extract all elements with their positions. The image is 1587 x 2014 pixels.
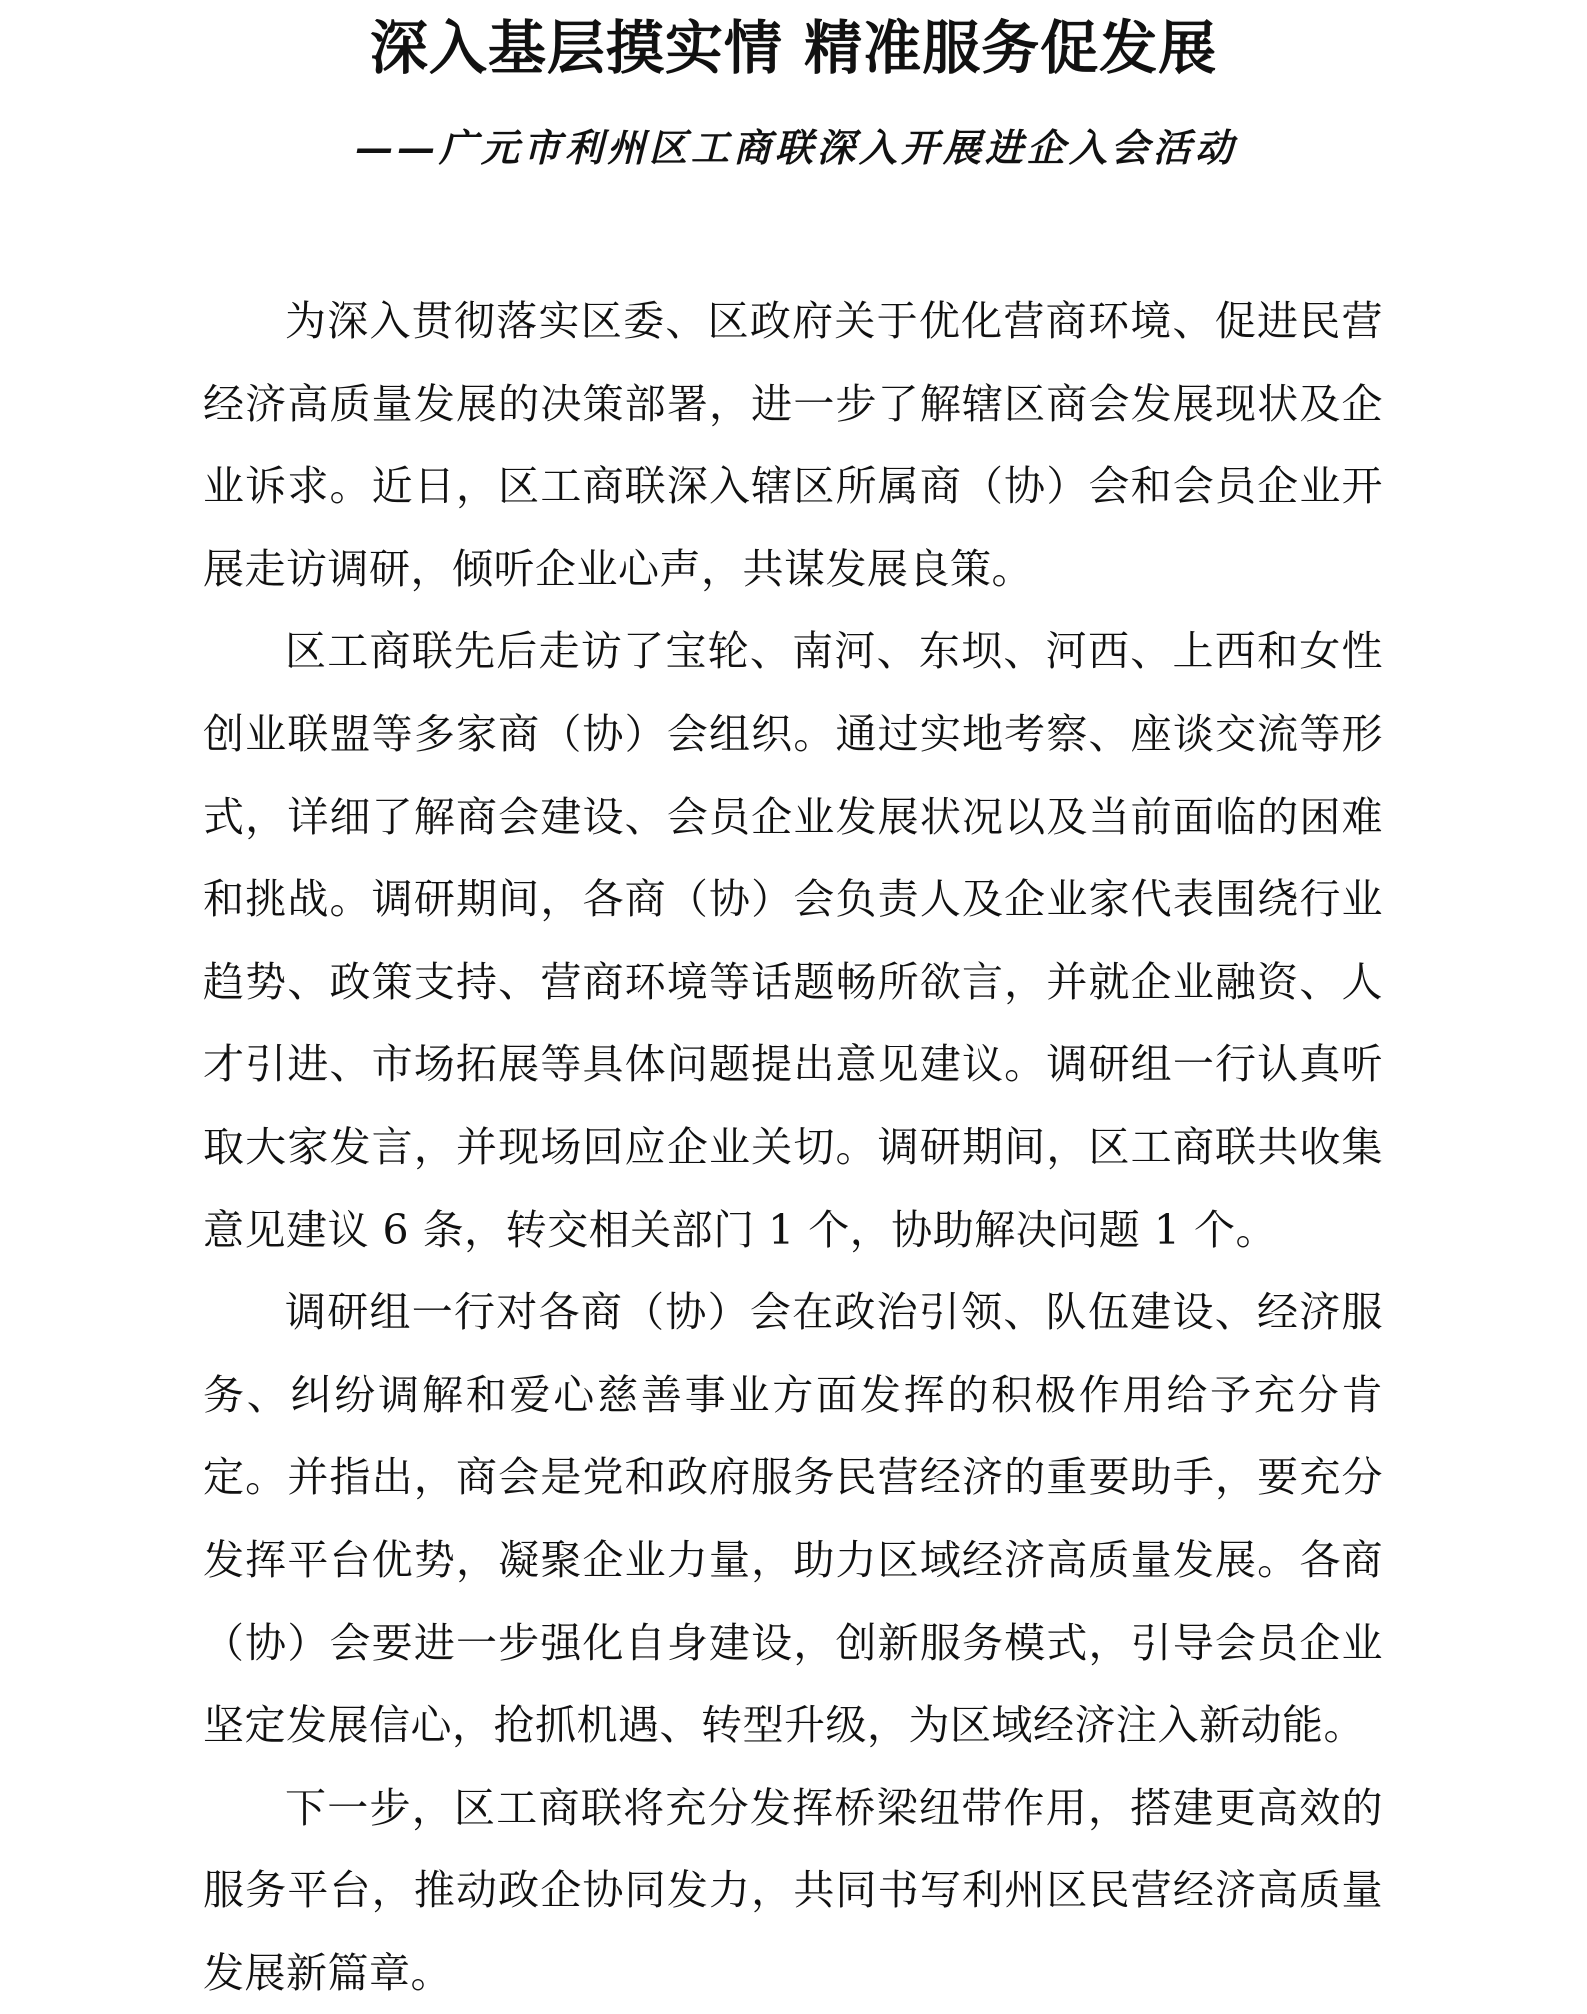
document-body: [203, 280, 1383, 2014]
paragraph-3: 调研组一行对各商（协）会在政治引领、队伍建设、经济服务、纠纷调解和爱心慈善事业方面发挥的积极作用给予充分肯定。并指出，商会是党和政府服务民营经济的重要助手，要充分发挥平台优势，凝聚企业力量，助力区域经济高质量发展。各商（协）会要进一步强化自身建设，创新服务模式，引导会员企业坚定发展信心，抢抓机遇、转型升级，为区域经济注入新动能。: [203, 1288, 1383, 1750]
paragraph-4: 下一步，区工商联将充分发挥桥梁纽带作用，搭建更高效的服务平台，推动政企协同发力，共同书写利州区民营经济高质量发展新篇章。: [203, 1783, 1383, 1997]
paragraph-1: 为深入贯彻落实区委、区政府关于优化营商环境、促进民营经济高质量发展的决策部署，进一步了解辖区商会发展现状及企业诉求。近日，区工商联深入辖区所属商（协）会和会员企业开展走访调研，倾听企业心声，共谋发展良策。: [203, 297, 1383, 593]
paragraph-2: 区工商联先后走访了宝轮、南河、东坝、河西、上西和女性创业联盟等多家商（协）会组织。通过实地考察、座谈交流等形式，详细了解商会建设、会员企业发展状况以及当前面临的困难和挑战。调研期间，各商（协）会负责人及企业家代表围绕行业趋势、政策支持、营商环境等话题畅所欲言，并就企业融资、人才引进、市场拓展等具体问题提出意见建议。调研组一行认真听取大家发言，并现场回应企业关切。调研期间，区工商联共收集意见建议 6 条，转交相关部门 1 个，协助解决问题 1 个。: [203, 627, 1383, 1254]
document-title: 深入基层摸实情 精准服务促发展: [369, 14, 1218, 82]
document-subtitle: ——广元市利州区工商联深入开展进企入会活动: [355, 125, 1238, 170]
